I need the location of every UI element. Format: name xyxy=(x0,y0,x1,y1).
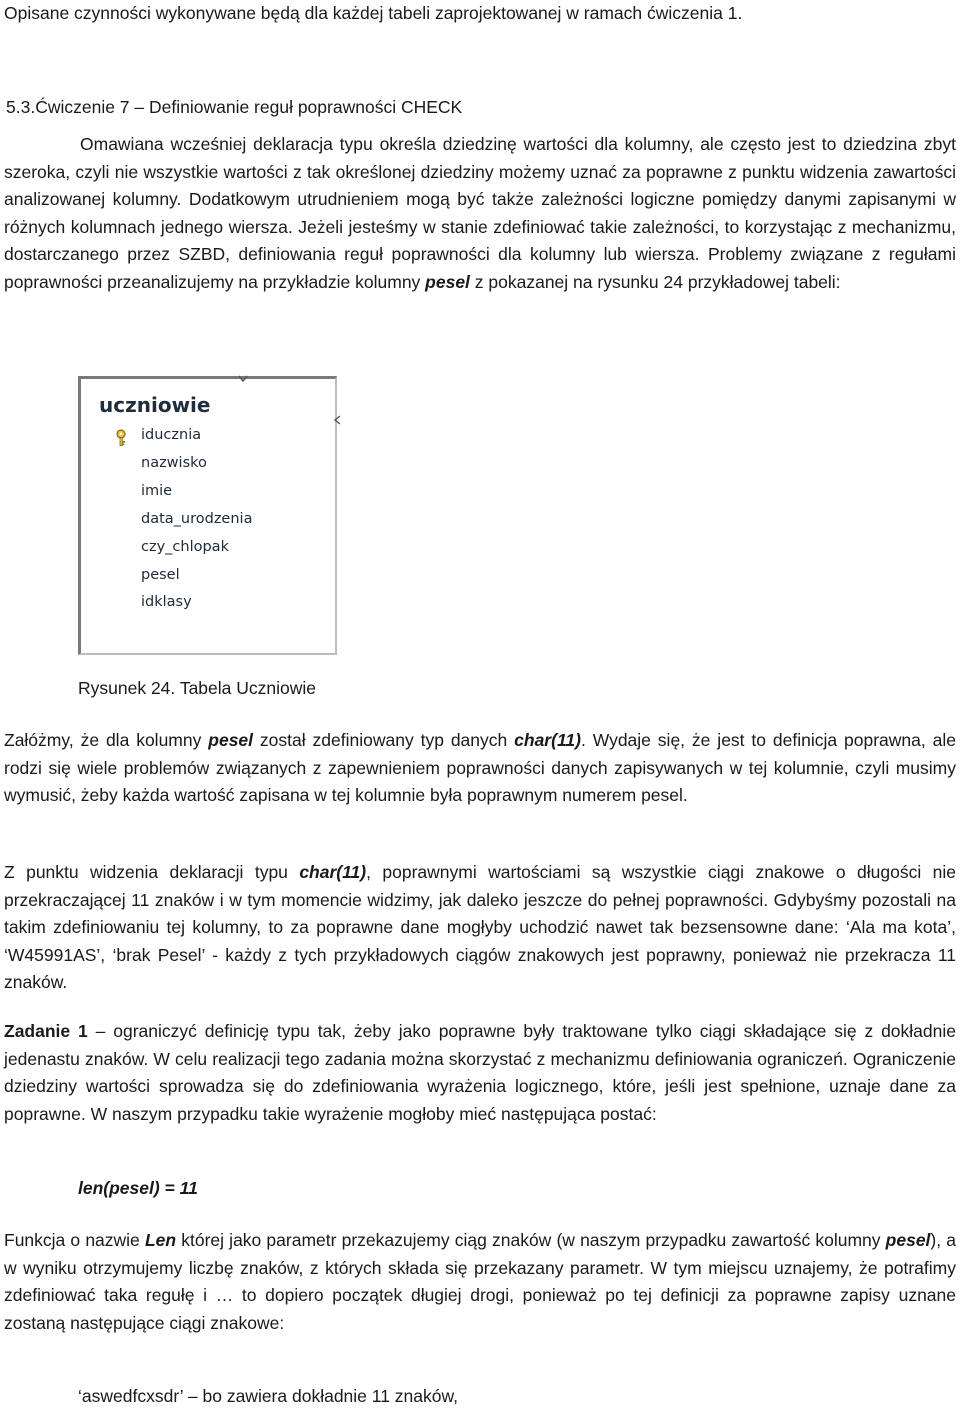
column-idklasy: idklasy xyxy=(141,594,192,610)
table-box xyxy=(78,376,337,655)
task-label: Zadanie 1 xyxy=(4,1021,88,1041)
column-czy-chlopak: czy_chlopak xyxy=(141,539,229,555)
paragraph-intro: Omawiana wcześniej deklaracja typu określa dziedzinę wartości dla kolumny, ale często jest to dziedzina zbyt szeroka, czyli nie wszystkie wartości z tak określonej dziedziny możemy uznać za poprawne z punktu widzenia zawartości analizowanej kolumny. Dodatkowym utrudnieniem mogą być także zależności logiczne pomiędzy danymi zapisanymi w różnych kolumnach jednego wiersza. Jeżeli jesteśmy w stanie zdefiniować takie zależności, to korzystając z mechanizmu, dostarczanego przez SZBD, definiowania reguł poprawności dla kolumny lub wiersza. Problemy związane z regułami poprawności przeanalizujemy na przykładzie kolumny pesel z pokazanej na rysunku 24 przykładowej tabeli: xyxy=(4,134,956,292)
paragraph-3: Zadanie 1 – ograniczyć definicję typu tak, żeby jako poprawne były traktowane tylko ciągi składające się z dokładnie jedenastu znaków. W celu realizacji tego zadania można skorzystać z mechanizmu definiowania ograniczeń. Ograniczenie dziedziny wartości sprowadza się do zdefiniowania wyrażenia logicznego, które, jeśli jest spełnione, uznaje dane za poprawne. W naszym przypadku takie wyrażenie mogłoby mieć następująca postać: xyxy=(4,1021,956,1124)
column-nazwisko: nazwisko xyxy=(141,455,207,471)
table-name: uczniowie xyxy=(99,393,211,417)
example-line: ‘aswedfcxsdr’ – bo zawiera dokładnie 11 znaków, xyxy=(78,1386,459,1406)
paragraph-2: Z punktu widzenia deklaracji typu char(11), poprawnymi wartościami są wszystkie ciągi znakowe o długości nie przekraczającej 11 znaków i w tym momencie widzimy, jak daleko jeszcze do pełnej poprawności. Gdybyśmy pozostali na takim zdefiniowaniu tej kolumny, to za poprawne dane mogłyby uchodzić nawet tak bezsensowne dane: ‘Ala ma kota’, ‘W45991AS’, ‘brak Pesel’ - każdy z tych przykładowych ciągów znakowych jest poprawny, ponieważ nie przekracza 11 znaków. xyxy=(4,862,956,993)
section-heading: 5.3.Ćwiczenie 7 – Definiowanie reguł poprawności CHECK xyxy=(6,97,463,117)
connector-mark xyxy=(236,374,250,384)
column-imie: imie xyxy=(141,483,173,499)
paragraph-1: Załóżmy, że dla kolumny pesel został zdefiniowany typ danych char(11). Wydaje się, że jest to definicja poprawna, ale rodzi się wiele problemów związanych z zapewnieniem poprawności danych zapisywanych w tej kolumnie, czyli musimy wymusić, żeby każda wartość zapisana w tej kolumnie była poprawnym numerem pesel. xyxy=(4,730,956,806)
intro-sentence: Opisane czynności wykonywane będą dla każdej tabeli zaprojektowanej w ramach ćwiczenia 1. xyxy=(4,3,743,23)
table-diagram xyxy=(78,374,340,654)
column-data-urodzenia: data_urodzenia xyxy=(141,511,253,527)
figure-caption: Rysunek 24. Tabela Uczniowie xyxy=(78,678,317,698)
code-term: pesel xyxy=(425,271,470,292)
column-pesel: pesel xyxy=(141,567,180,583)
paragraph-4: Funkcja o nazwie Len której jako parametr przekazujemy ciąg znaków (w naszym przypadku zawartość kolumny pesel), a w wyniku otrzymujemy liczbę znaków, z których składa się przekazany parametr. W tym miejscu uznajemy, że potrafimy zdefiniować taka regułę i … to dopiero początek długiej drogi, ponieważ po tej definicji za poprawne zapisy uznane zostaną następujące ciągi znakowe: xyxy=(4,1230,956,1333)
key-icon xyxy=(113,429,129,447)
formula: len(pesel) = 11 xyxy=(78,1178,198,1198)
connector-arrow xyxy=(332,414,342,426)
column-iducznia: iducznia xyxy=(141,427,202,443)
